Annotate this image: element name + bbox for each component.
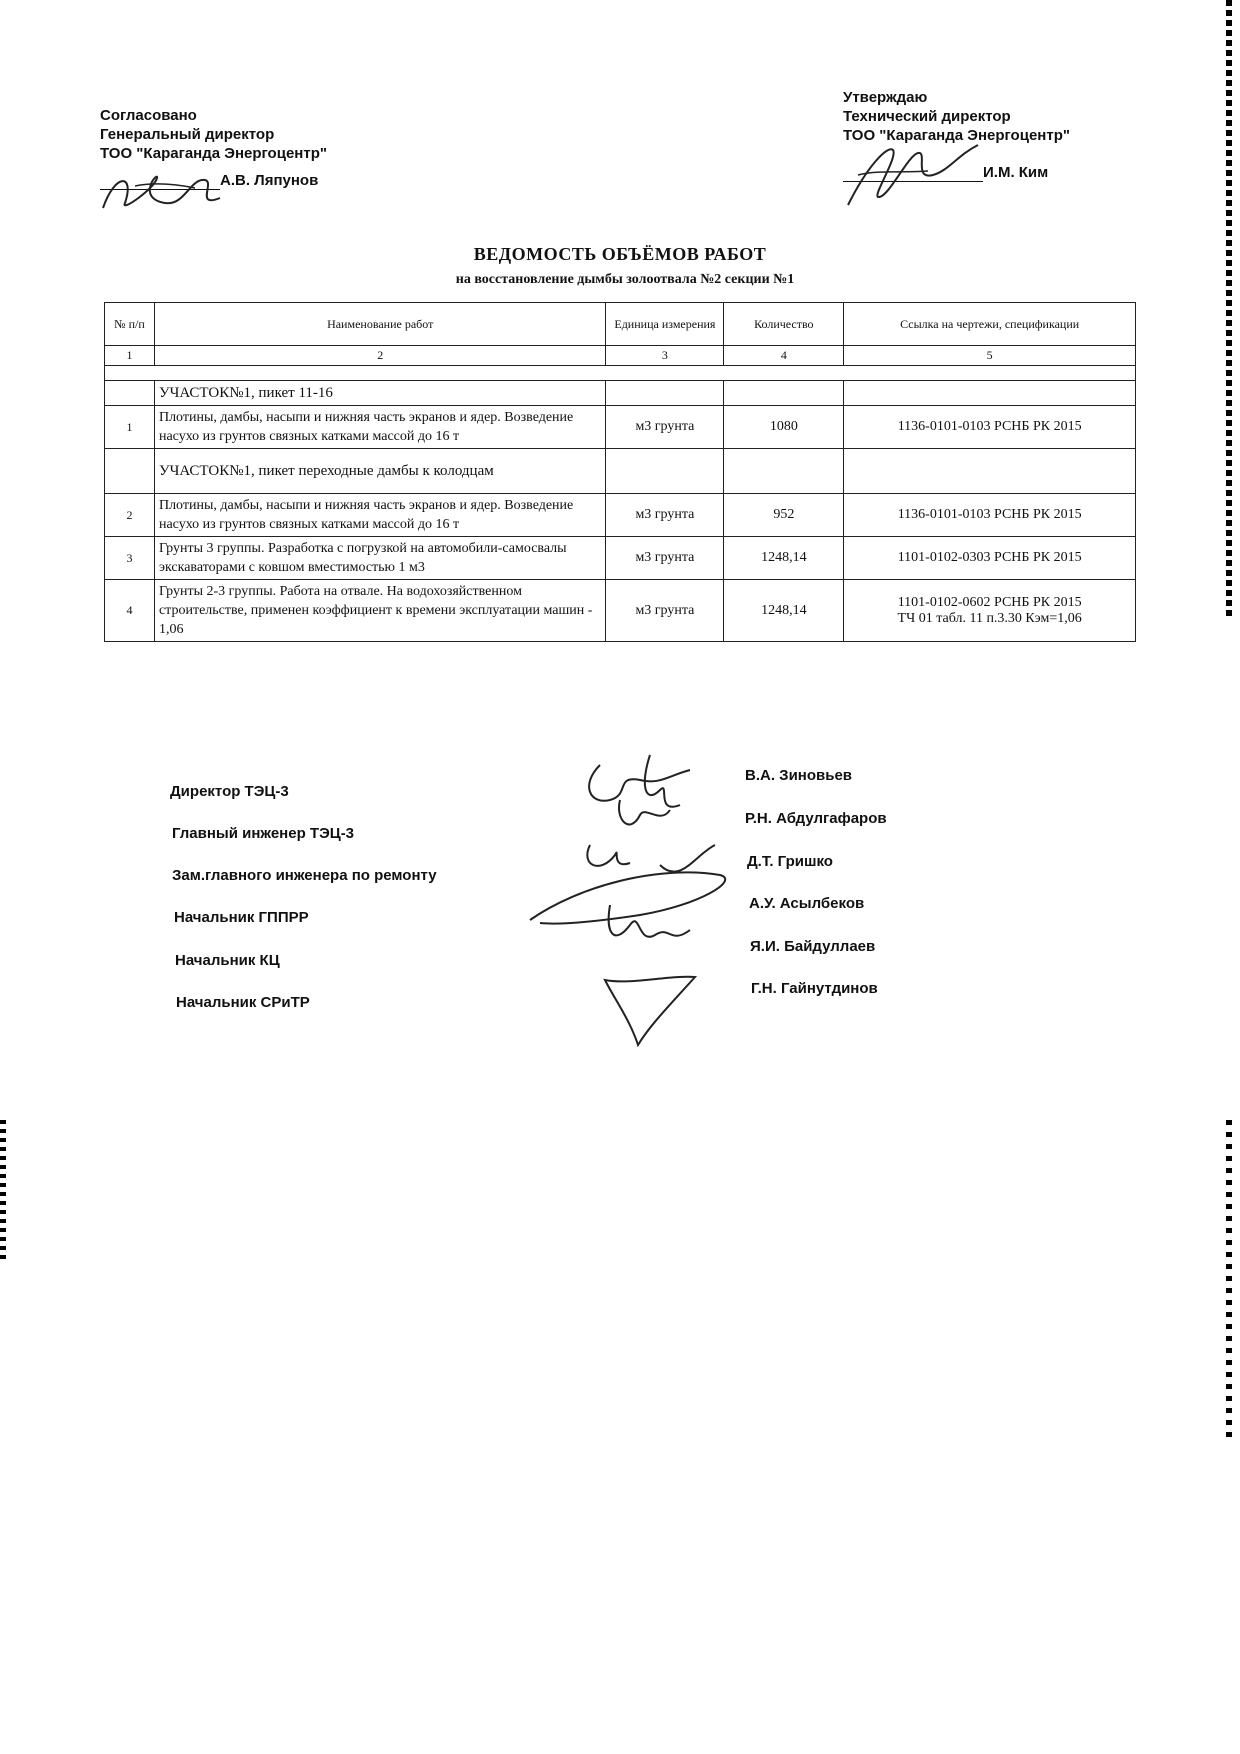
approved-signature xyxy=(838,135,988,215)
row-name: Плотины, дамбы, насыпи и нижняя часть экранов и ядер. Возведение насухо из грунтов связных катками массой до 16 т xyxy=(154,406,606,449)
row-name: Грунты 2-3 группы. Работа на отвале. На водохозяйственном строительстве, применен коэффициент к времени эксплуатации машин - 1,06 xyxy=(154,580,606,642)
header-num: № п/п xyxy=(105,303,155,346)
agreed-company: ТОО "Караганда Энергоцентр" xyxy=(100,145,327,162)
signatory-name: Я.И. Байдуллаев xyxy=(750,938,876,955)
section-title: УЧАСТОК№1, пикет переходные дамбы к колодцам xyxy=(154,449,606,494)
row-ref: 1136-0101-0103 РСНБ РК 2015 xyxy=(844,494,1136,537)
agreed-signature xyxy=(95,168,235,218)
scan-edge-mark xyxy=(1226,0,1232,620)
table-row xyxy=(105,580,1136,642)
row-qty: 1248,14 xyxy=(724,537,844,580)
row-ref: 1101-0102-0602 РСНБ РК 2015 xyxy=(897,594,1082,610)
header-unit: Единица измерения xyxy=(606,303,724,346)
index-cell: 5 xyxy=(844,346,1136,366)
signatory-name: Р.Н. Абдулгафаров xyxy=(745,810,887,827)
row-name: Плотины, дамбы, насыпи и нижняя часть экранов и ядер. Возведение насухо из грунтов связных катками массой до 16 т xyxy=(154,494,606,537)
approved-position: Технический директор xyxy=(843,108,1011,125)
signatory-name: А.У. Асылбеков xyxy=(749,895,865,912)
agreed-name: А.В. Ляпунов xyxy=(220,172,319,189)
approved-label: Утверждаю xyxy=(843,89,928,106)
signatory-position: Зам.главного инженера по ремонту xyxy=(172,867,437,884)
row-num: 4 xyxy=(105,580,155,642)
header-qty: Количество xyxy=(724,303,844,346)
signatory-name: Г.Н. Гайнутдинов xyxy=(751,980,878,997)
table-row xyxy=(105,406,1136,449)
signatories-signatures xyxy=(520,745,750,1055)
header-name: Наименование работ xyxy=(154,303,606,346)
index-cell: 1 xyxy=(105,346,155,366)
row-qty: 1080 xyxy=(724,406,844,449)
row-qty: 1248,14 xyxy=(724,580,844,642)
document-subtitle: на восстановление дымбы золоотвала №2 секции №1 xyxy=(455,272,795,287)
signatory-position: Начальник СРиТР xyxy=(176,994,310,1011)
table-row xyxy=(105,494,1136,537)
table-row xyxy=(105,537,1136,580)
row-unit: м3 грунта xyxy=(606,580,724,642)
signatory-position: Директор ТЭЦ-3 xyxy=(170,783,289,800)
works-table xyxy=(104,302,1136,642)
agreed-position: Генеральный директор xyxy=(100,126,275,143)
row-num: 3 xyxy=(105,537,155,580)
index-cell: 3 xyxy=(606,346,724,366)
signatory-position: Начальник КЦ xyxy=(175,952,280,969)
table-header-row xyxy=(105,303,1136,346)
section-title: УЧАСТОК№1, пикет 11-16 xyxy=(154,381,606,406)
row-unit: м3 грунта xyxy=(606,494,724,537)
row-ref: 1101-0102-0303 РСНБ РК 2015 xyxy=(844,537,1136,580)
section-row xyxy=(105,381,1136,406)
signatory-name: Д.Т. Гришко xyxy=(747,853,833,870)
row-ref-cell xyxy=(844,580,1136,642)
header-ref: Ссылка на чертежи, спецификации xyxy=(844,303,1136,346)
scan-edge-mark xyxy=(1226,1120,1232,1440)
agreed-label: Согласовано xyxy=(100,107,197,124)
section-row xyxy=(105,449,1136,494)
row-num: 2 xyxy=(105,494,155,537)
row-ref: 1136-0101-0103 РСНБ РК 2015 xyxy=(844,406,1136,449)
table-gap-row xyxy=(105,366,1136,381)
approved-company: ТОО "Караганда Энергоцентр" xyxy=(843,127,1070,144)
index-cell: 4 xyxy=(724,346,844,366)
row-unit: м3 грунта xyxy=(606,406,724,449)
signatory-position: Главный инженер ТЭЦ-3 xyxy=(172,825,355,842)
signatory-position: Начальник ГППРР xyxy=(174,909,309,926)
document-title: ВЕДОМОСТЬ ОБЪЁМОВ РАБОТ xyxy=(473,244,767,264)
row-num: 1 xyxy=(105,406,155,449)
row-name: Грунты 3 группы. Разработка с погрузкой на автомобили-самосвалы экскаваторами с ковшом вместимостью 1 м3 xyxy=(154,537,606,580)
index-cell: 2 xyxy=(154,346,606,366)
row-unit: м3 грунта xyxy=(606,537,724,580)
approved-name: И.М. Ким xyxy=(983,164,1049,181)
row-ref-note: ТЧ 01 табл. 11 п.3.30 Кэм=1,06 xyxy=(897,610,1082,626)
scan-edge-mark xyxy=(0,1120,6,1260)
signatory-name: В.А. Зиновьев xyxy=(745,767,853,784)
table-index-row xyxy=(105,346,1136,366)
row-qty: 952 xyxy=(724,494,844,537)
